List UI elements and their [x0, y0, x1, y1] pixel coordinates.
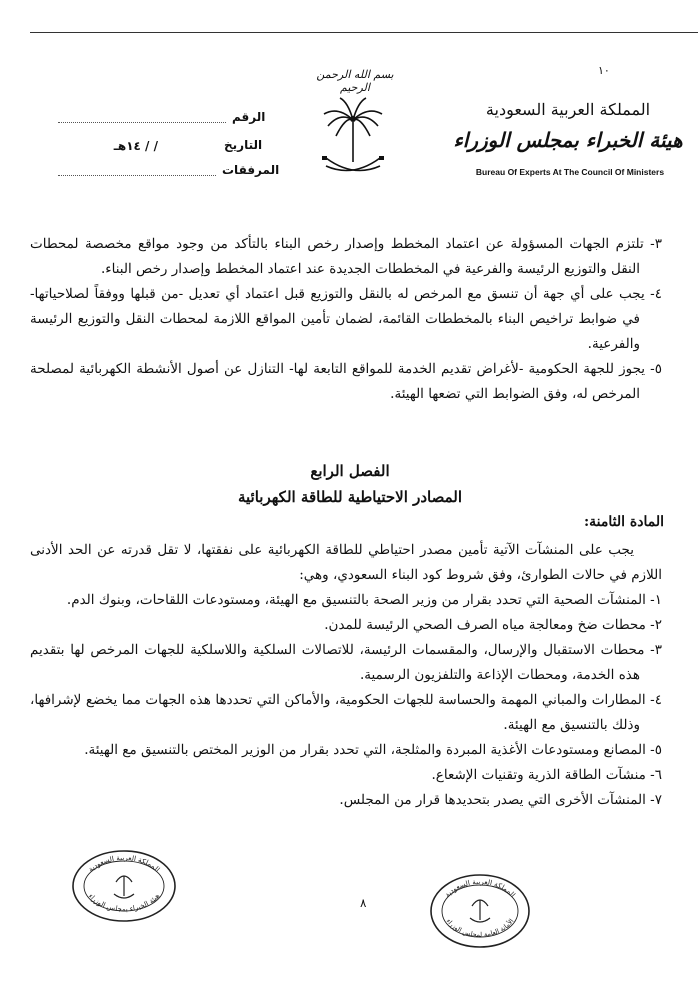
ref-number-line — [58, 122, 226, 123]
stamp-right-bottom-text: الأمانة العامة لمجلس الوزراء — [444, 917, 516, 939]
page-number: ٨ — [360, 896, 367, 910]
paragraph-5: ٥- يجوز للجهة الحكومية -لأغراض تقديم الخدمة للمواقع التابعة لها- التنازل عن أصول الأنشطة الكهربائية لمصلحة المرخص له، وفق الضوابط التي تضعها الهيئة. — [30, 361, 662, 402]
stamp-left — [70, 848, 178, 924]
bureau-name-english: Bureau Of Experts At The Council Of Ministers — [475, 167, 665, 177]
stamp-left-top-text: المملكة العربية السعودية — [86, 853, 162, 874]
svg-text:المملكة العربية السعودية — [87, 854, 161, 874]
palm-swords-emblem-icon — [318, 92, 388, 182]
article-item-4: ٤- المطارات والمباني المهمة والحساسة للجهات الحكومية، والأماكن التي تحددها هذه الجهات مما يخضع لإشرافها، وذلك بالتنسيق مع الهيئة. — [30, 692, 662, 733]
article-item-6: ٦- منشآت الطاقة الذرية وتقنيات الإشعاع. — [431, 767, 662, 783]
date-label: التاريخ — [224, 138, 263, 152]
svg-text:الأمانة العامة لمجلس الوزراء — [445, 917, 516, 939]
date-value: / / ١٤هـ — [113, 139, 158, 153]
article-intro: يجب على المنشآت الآتية تأمين مصدر احتياطي للطاقة الكهربائية على نفقتها، لا تقل قدرته عن الحد الأدنى اللازم في حالات الطوارئ، وفق شروط كود البناء السعودي، وهي: — [30, 542, 662, 583]
article-item-1: ١- المنشآت الصحية التي تحدد بقرار من وزير الصحة بالتنسيق مع الهيئة، ومستودعات اللقاحات، وبنوك الدم. — [66, 592, 662, 608]
kingdom-name: المملكة العربية السعودية — [485, 100, 651, 119]
stamp-left-bottom-text: هيئة الخبراء بمجلس الوزراء — [86, 892, 162, 914]
article-item-3: ٣- محطات الاستقبال والإرسال، والمقسمات الرئيسة، للاتصالات السلكية واللاسلكية للجهات المرخص لها بتقديم هذه الخدمة، ومحطات الإذاعة والتلفزيون الرسمية. — [30, 642, 662, 683]
bismillah: بسم الله الرحمن الرحيم — [316, 68, 394, 94]
article-item-7: ٧- المنشآت الأخرى التي يصدر بتحديدها قرار من المجلس. — [339, 792, 662, 808]
stamp-right-top-text: المملكة العربية السعودية — [443, 877, 517, 899]
article-item-2: ٢- محطات ضخ ومعالجة مياه الصرف الصحي الرئيسة للمدن. — [324, 617, 662, 633]
chapter-title: المصادر الاحتياطية للطاقة الكهربائية — [237, 488, 463, 506]
article-title: المادة الثامنة: — [583, 514, 664, 530]
chapter-number: الفصل الرابع — [310, 462, 390, 480]
ref-number-label: الرقم — [232, 110, 266, 124]
paragraph-4: ٤- يجب على أي جهة أن تنسق مع المرخص له بالنقل والتوزيع قبل اعتماد أي تعديل -من قبلها ووفقاً لصلاحياتها- في ضوابط تراخيص البناء بالمخططات القائمة، لضمان تأمين المواقع اللازمة لمحطات النقل والتوزيع الرئيسة والفرعية. — [30, 286, 662, 352]
top-rule — [30, 32, 698, 33]
bureau-name-arabic: هيئة الخبراء بمجلس الوزراء — [453, 128, 683, 152]
page-reference: ١٠ — [598, 64, 610, 77]
stamp-right — [428, 872, 532, 950]
paragraph-3: ٣- تلتزم الجهات المسؤولة عن اعتماد المخطط وإصدار رخص البناء بالتأكد من وجود مواقع مخصصة لمحطات النقل والتوزيع الرئيسة والفرعية في المخططات الجديدة عند اعتماد المخطط وإصدار رخص البناء. — [30, 236, 662, 277]
top-paragraphs — [30, 232, 662, 407]
article-body — [30, 538, 662, 813]
article-item-5: ٥- المصانع ومستودعات الأغذية المبردة والمثلجة، التي تحدد بقرار من الوزير المختص بالتنسيق مع الهيئة. — [84, 742, 662, 758]
attachments-label: المرفقات — [222, 163, 280, 177]
attachments-line — [58, 175, 216, 176]
